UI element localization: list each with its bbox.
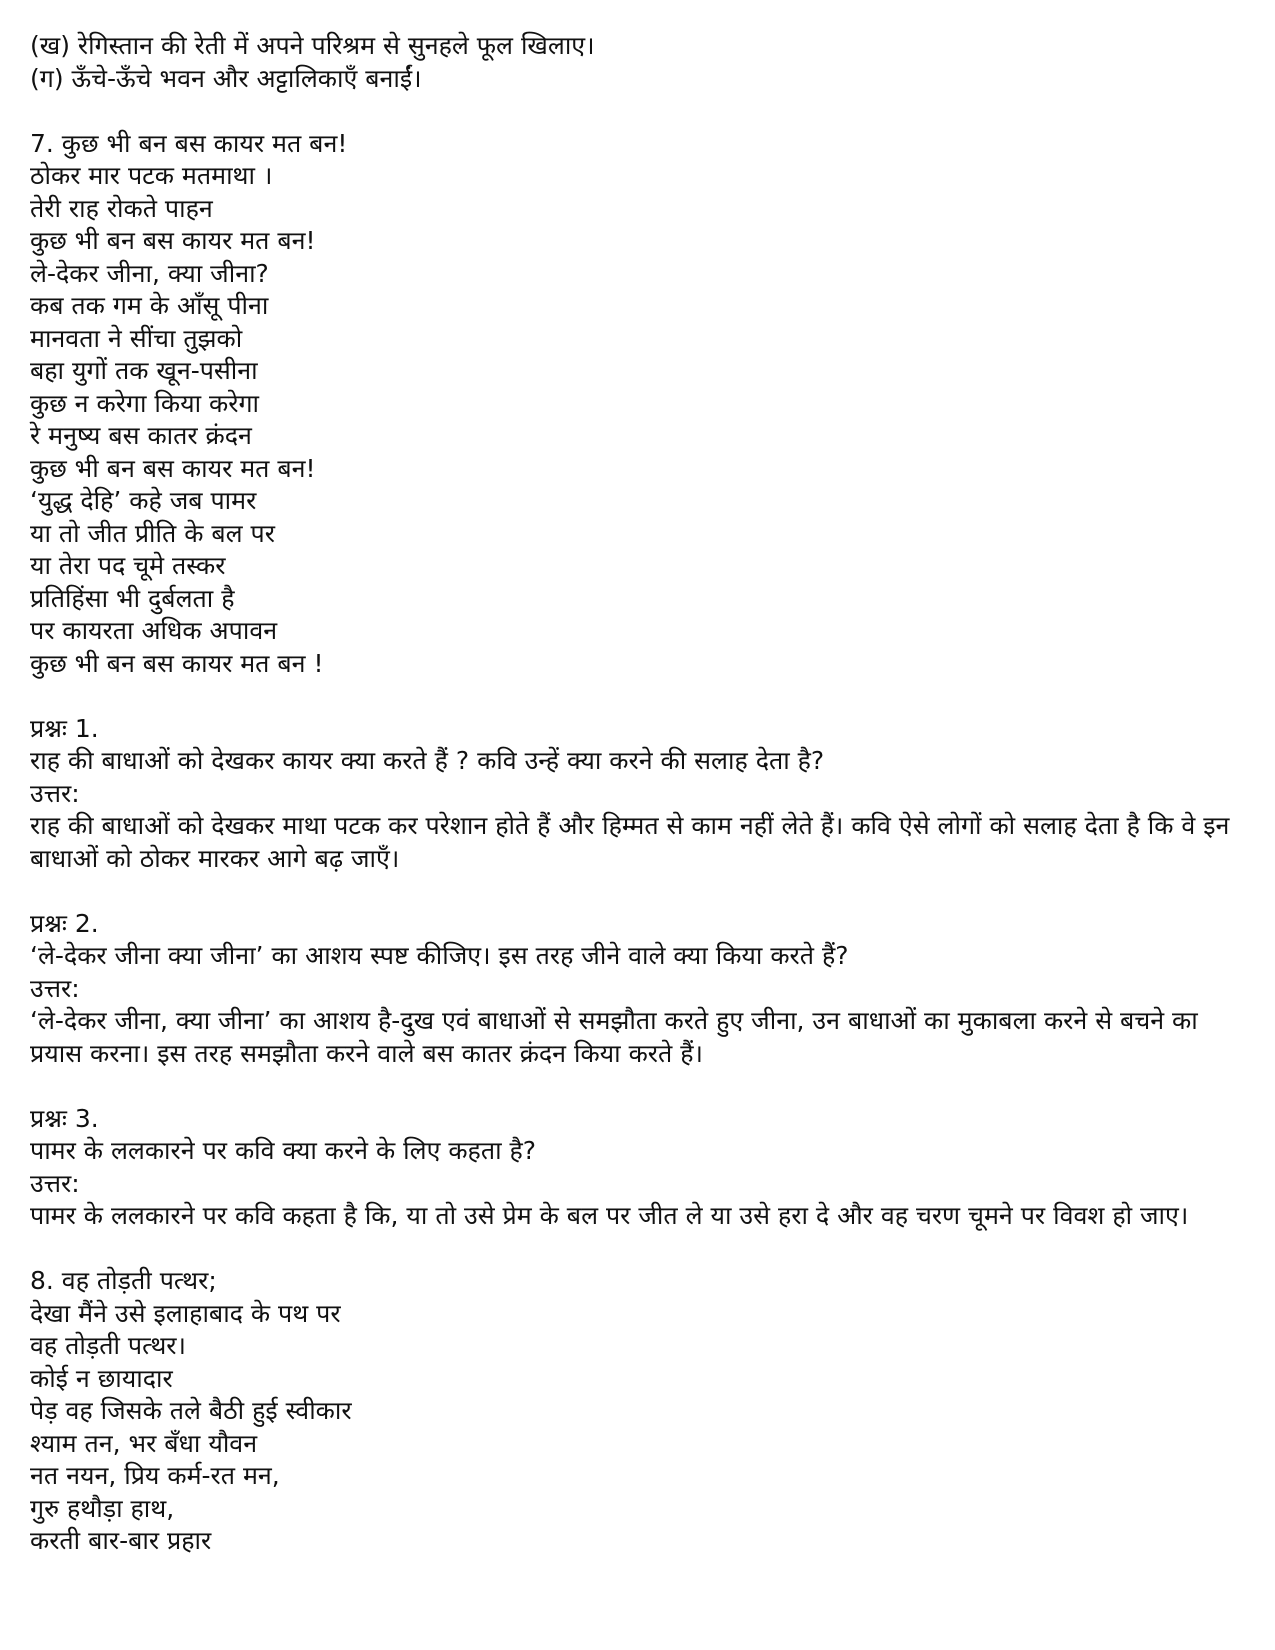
question-3 — [30, 1103, 1250, 1233]
text-line: (ग) ऊँचे-ऊँचे भवन और अट्टालिकाएँ बनाईं। — [30, 63, 422, 93]
question-label: प्रश्नः 2. — [30, 908, 99, 938]
answer-label: उत्तर: — [30, 1168, 80, 1198]
question-label: प्रश्नः 1. — [30, 713, 99, 743]
poem-line: मानवता ने सींचा तुझको — [30, 323, 243, 353]
poem-line: कुछ भी बन बस कायर मत बन! — [30, 226, 316, 255]
document-page — [30, 30, 1250, 1558]
poem-line: गुरु हथौड़ा हाथ, — [30, 1493, 175, 1523]
text-line: (ख) रेगिस्तान की रेती में अपने परिश्रम से सुनहले फूल खिलाए। — [30, 31, 595, 60]
poem-heading: 8. वह तोड़ती पत्थर; — [30, 1266, 217, 1295]
answer-label: उत्तर: — [30, 973, 80, 1003]
blank-line — [30, 1233, 1250, 1266]
poem-line: तेरी राह रोकते पाहन — [30, 193, 213, 223]
poem-line: बहा युगों तक खून-पसीना — [30, 356, 258, 385]
intro-section — [30, 30, 1250, 95]
poem-line: पर कायरता अधिक अपावन — [30, 616, 278, 645]
question-text: पामर के ललकारने पर कवि क्या करने के लिए कहता है? — [30, 1136, 537, 1165]
question-2 — [30, 908, 1250, 1071]
answer-text: पामर के ललकारने पर कवि कहता है कि, या तो उसे प्रेम के बल पर जीत ले या उसे हरा दे और वह चरण चूमने पर विवश हो जाए। — [30, 1201, 1189, 1230]
answer-text: राह की बाधाओं को देखकर माथा पटक कर परेशान होते हैं और हिम्मत से काम नहीं लेते हैं। कवि ऐसे लोगों को सलाह देता है कि वे इन बाधाओं को ठोकर मारकर आगे बढ़ जाएँ। — [30, 811, 1230, 873]
poem-line: श्याम तन, भर बँधा यौवन — [30, 1428, 258, 1458]
poem-line: या तो जीत प्रीति के बल पर — [30, 518, 275, 548]
poem-line: पेड़ वह जिसके तले बैठी हुई स्वीकार — [30, 1396, 352, 1425]
question-1 — [30, 713, 1250, 876]
poem-line: नत नयन, प्रिय कर्म-रत मन, — [30, 1461, 280, 1490]
poem-line: देखा मैंने उसे इलाहाबाद के पथ पर — [30, 1298, 341, 1328]
blank-line — [30, 1070, 1250, 1103]
question-text: ‘ले-देकर जीना क्या जीना’ का आशय स्पष्ट कीजिए। इस तरह जीने वाले क्या किया करते हैं? — [30, 941, 849, 970]
poem-line: वह तोड़ती पत्थर। — [30, 1331, 186, 1360]
poem-line: कुछ भी बन बस कायर मत बन ! — [30, 648, 324, 678]
poem-line: कुछ भी बन बस कायर मत बन! — [30, 453, 316, 483]
poem-line: ले-देकर जीना, क्या जीना? — [30, 258, 269, 288]
poem-line: ‘युद्ध देहि’ कहे जब पामर — [30, 486, 257, 515]
poem-heading: 7. कुछ भी बन बस कायर मत बन! — [30, 128, 348, 158]
poem-7 — [30, 128, 1250, 681]
poem-line: प्रतिहिंसा भी दुर्बलता है — [30, 583, 235, 613]
question-label: प्रश्नः 3. — [30, 1103, 99, 1133]
answer-text: ‘ले-देकर जीना, क्या जीना’ का आशय है-दुख एवं बाधाओं से समझौता करते हुए जीना, उन बाधाओं का मुकाबला करने से बचने का प्रयास करना। इस तरह समझौता करने वाले बस कातर क्रंदन किया करते हैं। — [30, 1006, 1198, 1068]
blank-line — [30, 875, 1250, 908]
question-text: राह की बाधाओं को देखकर कायर क्या करते हैं ? कवि उन्हें क्या करने की सलाह देता है? — [30, 746, 825, 775]
poem-line: ठोकर मार पटक मतमाथा । — [30, 161, 273, 190]
poem-line: कब तक गम के आँसू पीना — [30, 291, 269, 320]
answer-label: उत्तर: — [30, 778, 80, 808]
poem-line: कोई न छायादार — [30, 1363, 173, 1393]
poem-line: करती बार-बार प्रहार — [30, 1526, 212, 1555]
blank-line — [30, 95, 1250, 128]
poem-line: रे मनुष्य बस कातर क्रंदन — [30, 421, 252, 450]
poem-line: कुछ न करेगा किया करेगा — [30, 388, 259, 418]
poem-line: या तेरा पद चूमे तस्कर — [30, 551, 226, 580]
poem-8 — [30, 1265, 1250, 1558]
blank-line — [30, 680, 1250, 713]
